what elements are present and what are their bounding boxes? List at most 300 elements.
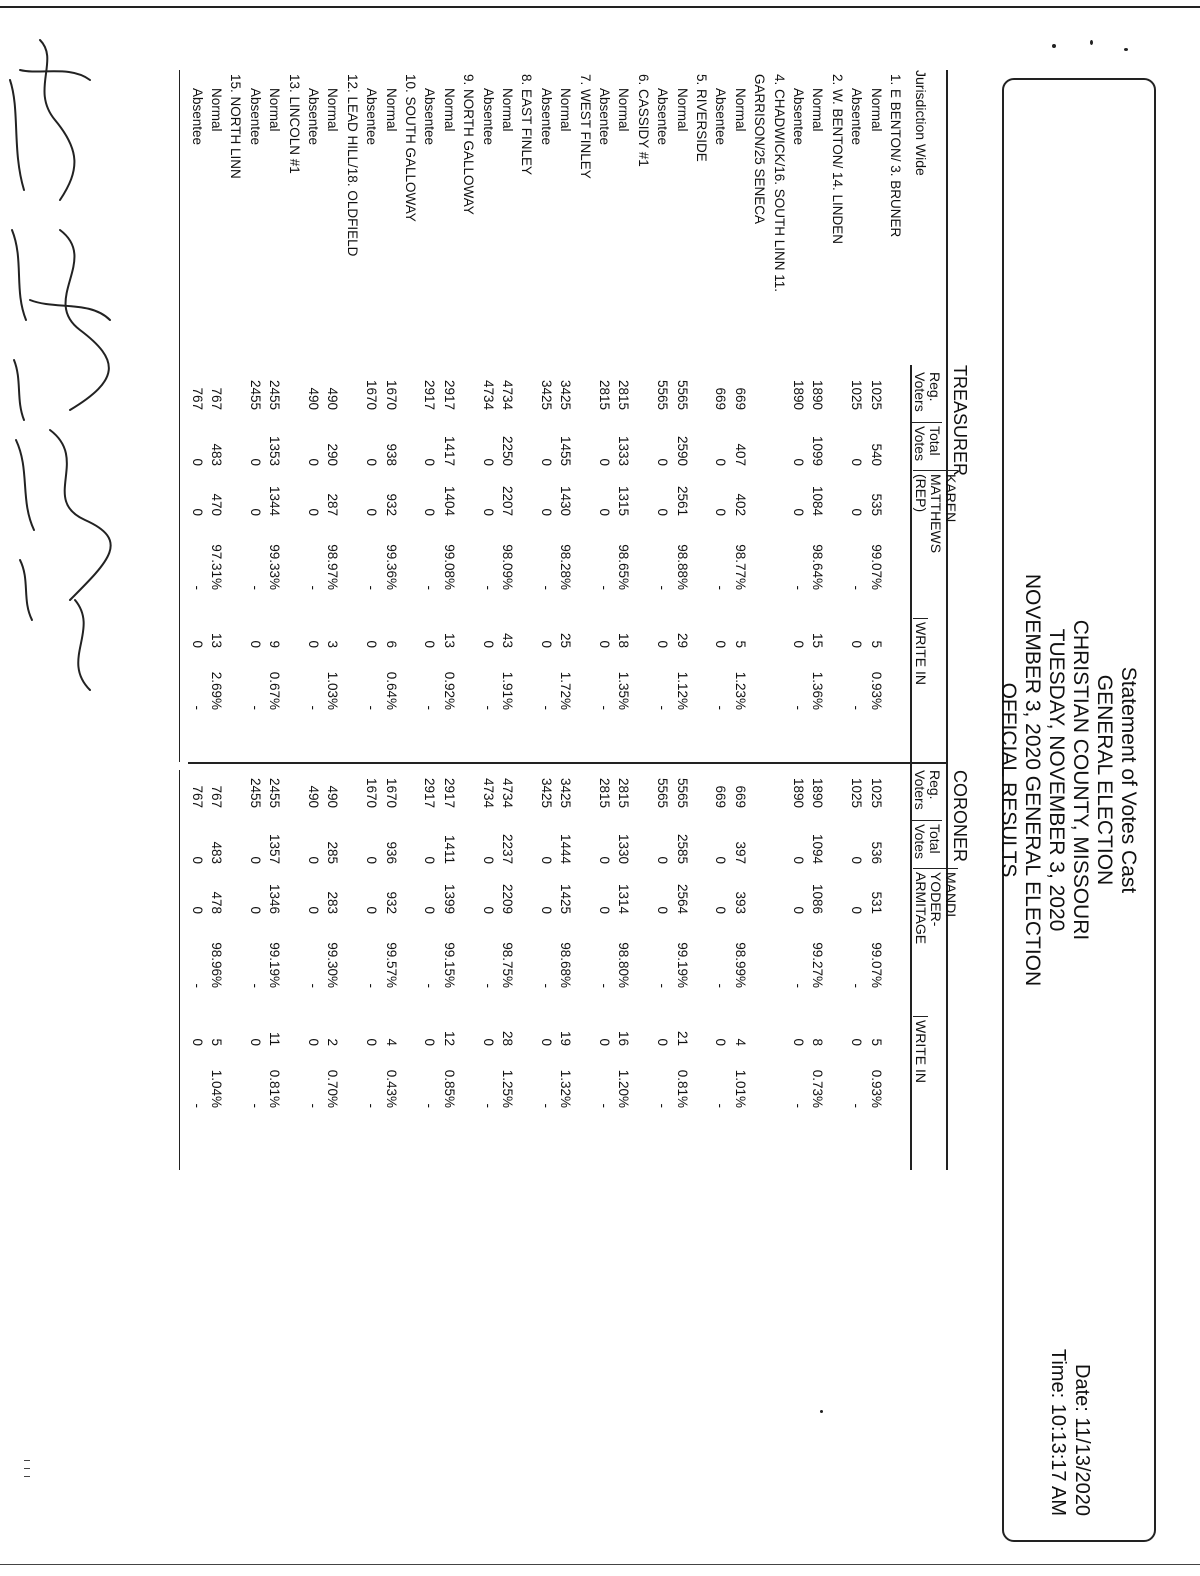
page-top-rule <box>0 6 1200 8</box>
treasurer-reg-voters: 4734 <box>480 379 496 410</box>
header-line: YODER- <box>928 872 944 927</box>
coroner-write-in-pct: 0.85% <box>441 1069 457 1108</box>
treasurer-total-votes: 938 <box>383 443 399 466</box>
treasurer-write-in-pct: 1.23% <box>732 671 748 710</box>
coroner-write-in-votes: 5 <box>868 1038 884 1046</box>
table-row <box>558 70 572 1170</box>
coroner-candidate-pct: - <box>713 983 729 988</box>
treasurer-write-in-votes: 0 <box>480 640 496 648</box>
coroner-write-in-pct: - <box>247 1103 263 1108</box>
treasurer-candidate-votes: 0 <box>538 508 554 516</box>
treasurer-write-in-pct: 1.12% <box>674 671 690 710</box>
coroner-write-in-pct: 0.81% <box>674 1069 690 1108</box>
coroner-write-in-pct: - <box>538 1103 554 1108</box>
treasurer-reg-voters: 3425 <box>558 379 574 410</box>
treasurer-write-in-pct: 0.64% <box>383 671 399 710</box>
treasurer-write-in-pct: 2.69% <box>209 671 224 710</box>
coroner-reg-voters: 490 <box>306 785 321 808</box>
coroner-reg-voters: 1025 <box>868 777 884 808</box>
coroner-candidate-votes: 0 <box>306 906 321 914</box>
vote-type-label: Absentee <box>538 88 554 146</box>
treasurer-candidate-votes: 402 <box>732 493 748 516</box>
treasurer-reg-voters: 4734 <box>500 379 515 410</box>
vote-type-label: Normal <box>810 88 826 132</box>
treasurer-candidate-pct: - <box>713 585 729 590</box>
table-row <box>500 70 514 1170</box>
coroner-reg-voters: 2815 <box>616 777 632 808</box>
vote-type-label: Absentee <box>849 88 865 146</box>
table-row <box>713 70 727 1170</box>
precinct-label: 6. CASSIDY #1 <box>635 74 651 167</box>
precinct-row <box>830 70 844 1170</box>
header-line: Total <box>927 824 943 854</box>
table-row <box>539 70 553 1170</box>
coroner-reg-voters: 5565 <box>674 777 690 808</box>
treasurer-total-votes: 0 <box>480 458 496 466</box>
coroner-reg-voters: 4734 <box>480 777 496 808</box>
coroner-write-in-pct: 0.43% <box>383 1069 399 1108</box>
coroner-write-in-votes: 4 <box>383 1038 399 1046</box>
scan-speck <box>1052 44 1056 48</box>
treasurer-write-in-votes: 9 <box>267 640 283 648</box>
header-line: ARMITAGE <box>913 872 929 945</box>
treasurer-reg-voters: 669 <box>713 387 729 410</box>
treasurer-write-in-votes: 0 <box>247 640 263 648</box>
report-meta <box>1046 1349 1094 1516</box>
coroner-candidate-votes: 478 <box>209 891 224 914</box>
coroner-reg-voters-header <box>912 770 942 810</box>
treasurer-reg-voters: 490 <box>325 387 341 410</box>
treasurer-total-votes: 0 <box>655 458 671 466</box>
coroner-total-votes: 0 <box>849 856 865 864</box>
treasurer-write-in-votes: 0 <box>655 640 671 648</box>
coroner-write-in-pct: 0.81% <box>267 1069 283 1108</box>
treasurer-write-in-votes: 43 <box>500 632 515 648</box>
treasurer-reg-voters: 767 <box>189 387 205 410</box>
treasurer-candidate-votes: 932 <box>383 493 399 516</box>
table-row <box>791 70 805 1170</box>
coroner-candidate-votes: 2209 <box>500 883 515 914</box>
report-title-line: CHRISTIAN COUNTY, MISSOURI <box>1069 619 1092 941</box>
precinct-label: 10. SOUTH GALLOWAY <box>403 74 418 222</box>
vote-type-label: Absentee <box>713 88 729 146</box>
coroner-candidate-votes: 0 <box>713 906 729 914</box>
coroner-write-in-pct: - <box>306 1103 321 1108</box>
coroner-reg-voters: 2455 <box>247 777 263 808</box>
treasurer-write-in-pct: - <box>655 705 671 710</box>
coroner-write-in-pct: 0.93% <box>868 1069 884 1108</box>
coroner-write-in-votes: 0 <box>306 1038 321 1046</box>
precinct-row <box>888 70 902 1170</box>
treasurer-reg-voters: 2815 <box>597 379 612 410</box>
header-line: (REP) <box>913 474 929 513</box>
coroner-write-in-votes: 0 <box>480 1038 496 1046</box>
coroner-candidate-votes: 0 <box>422 906 438 914</box>
vote-type-label: Normal <box>558 88 574 132</box>
coroner-candidate-pct: - <box>422 983 438 988</box>
rotated-report-sheet <box>80 70 1160 1570</box>
margin-marks <box>24 1460 30 1488</box>
precinct-row <box>578 70 592 1170</box>
treasurer-write-in-pct: 0.93% <box>868 671 884 710</box>
coroner-candidate-pct: 99.57% <box>383 942 399 988</box>
table-bottom-rule <box>179 70 181 762</box>
treasurer-candidate-votes: 0 <box>189 508 205 516</box>
treasurer-reg-voters: 1025 <box>868 379 884 410</box>
treasurer-total-votes: 0 <box>422 458 438 466</box>
treasurer-total-votes: 1455 <box>558 435 574 466</box>
treasurer-candidate-votes: 287 <box>325 493 341 516</box>
report-time: Time: 10:13:17 AM <box>1047 1348 1069 1516</box>
treasurer-total-votes: 0 <box>306 458 321 466</box>
coroner-candidate-pct: - <box>655 983 671 988</box>
header-line: Votes <box>912 824 928 860</box>
treasurer-write-in-pct: 0.67% <box>267 671 283 710</box>
coroner-candidate-pct: - <box>597 983 612 988</box>
coroner-write-in-votes: 0 <box>655 1038 671 1046</box>
treasurer-total-votes: 540 <box>868 443 884 466</box>
coroner-total-votes: 285 <box>325 841 341 864</box>
treasurer-candidate-pct: 98.77% <box>732 544 748 590</box>
coroner-write-in-votes: 16 <box>616 1030 632 1046</box>
treasurer-candidate-pct: - <box>597 585 612 590</box>
treasurer-reg-voters: 1670 <box>364 379 380 410</box>
table-row <box>248 70 262 1170</box>
precinct-row <box>636 70 650 1170</box>
vote-type-label: Absentee <box>306 88 321 146</box>
treasurer-reg-voters-header <box>912 372 942 412</box>
treasurer-candidate-votes: 2561 <box>674 485 690 516</box>
treasurer-candidate-votes: 0 <box>597 508 612 516</box>
treasurer-candidate-header <box>913 470 958 553</box>
header-line: MATTHEWS <box>928 474 944 554</box>
handwritten-signature <box>0 0 130 760</box>
treasurer-write-in-pct: 1.72% <box>558 671 574 710</box>
treasurer-write-in-votes: 0 <box>306 640 321 648</box>
coroner-reg-voters: 2455 <box>267 777 283 808</box>
coroner-write-in-votes: 0 <box>849 1038 865 1046</box>
coroner-candidate-votes: 0 <box>189 906 205 914</box>
treasurer-candidate-votes: 0 <box>849 508 865 516</box>
coroner-total-votes: 0 <box>247 856 263 864</box>
treasurer-total-votes-header <box>912 422 942 461</box>
treasurer-candidate-pct: 98.88% <box>674 544 690 590</box>
coroner-write-in-pct: - <box>480 1103 496 1108</box>
coroner-write-in-votes: 0 <box>713 1038 729 1046</box>
header-line: Total <box>927 426 943 456</box>
vote-type-label: Normal <box>732 88 748 132</box>
vote-type-label: Normal <box>325 88 341 132</box>
coroner-candidate-votes: 0 <box>247 906 263 914</box>
coroner-total-votes: 2585 <box>674 833 690 864</box>
treasurer-candidate-pct: 98.64% <box>810 544 826 590</box>
coroner-candidate-pct: 99.27% <box>810 942 826 988</box>
report-title-line: OFFICIAL RESULTS <box>997 682 1020 878</box>
coroner-candidate-votes: 393 <box>732 891 748 914</box>
vote-type-label: Absentee <box>655 88 671 146</box>
table-row <box>675 70 689 1170</box>
coroner-write-in-votes: 8 <box>810 1038 826 1046</box>
vote-type-label: Normal <box>868 88 884 132</box>
treasurer-reg-voters: 5565 <box>655 379 671 410</box>
treasurer-total-votes: 0 <box>364 458 380 466</box>
coroner-write-in-votes: 11 <box>267 1031 283 1046</box>
treasurer-candidate-pct: - <box>422 585 438 590</box>
coroner-candidate-votes: 2564 <box>674 883 690 914</box>
coroner-total-votes: 0 <box>713 856 729 864</box>
coroner-reg-voters: 1670 <box>383 777 399 808</box>
treasurer-candidate-pct: 99.33% <box>267 544 283 590</box>
coroner-reg-voters: 669 <box>713 785 729 808</box>
treasurer-reg-voters: 767 <box>209 387 224 410</box>
vote-type-label: Normal <box>267 88 283 132</box>
header-line: Voters <box>912 770 928 810</box>
table-row <box>209 70 223 1170</box>
coroner-reg-voters: 1890 <box>810 777 826 808</box>
treasurer-write-in-votes: 3 <box>325 640 341 648</box>
precinct-row <box>519 70 533 1170</box>
report-title-line: GENERAL ELECTION <box>1093 674 1116 886</box>
treasurer-reg-voters: 669 <box>732 387 748 410</box>
precinct-label: GARRISON/25 SENECA <box>752 74 768 225</box>
precinct-label: 1. E BENTON/ 3. BRUNER <box>888 74 903 238</box>
coroner-write-in-pct: - <box>597 1103 612 1108</box>
table-row <box>364 70 378 1170</box>
treasurer-candidate-pct: - <box>849 585 865 590</box>
treasurer-write-in-pct: - <box>713 705 729 710</box>
table-row <box>384 70 398 1170</box>
coroner-candidate-pct: 99.30% <box>325 942 341 988</box>
treasurer-reg-voters: 2917 <box>422 379 438 410</box>
treasurer-write-in-pct: - <box>189 705 205 710</box>
coroner-candidate-pct: 99.19% <box>674 942 690 988</box>
table-row <box>810 70 824 1170</box>
coroner-write-in-pct: 1.04% <box>209 1069 224 1108</box>
row-header-label: Jurisdiction Wide <box>913 70 929 176</box>
treasurer-total-votes: 0 <box>597 458 612 466</box>
treasurer-candidate-votes: 535 <box>868 493 884 516</box>
coroner-candidate-votes: 1314 <box>616 883 632 914</box>
coroner-write-in-pct: - <box>655 1103 671 1108</box>
treasurer-write-in-votes: 0 <box>597 640 612 648</box>
precinct-label: 7. WEST FINLEY <box>577 74 593 179</box>
coroner-reg-voters: 1670 <box>364 777 380 808</box>
coroner-candidate-votes: 1399 <box>441 883 457 914</box>
coroner-total-votes: 536 <box>868 841 884 864</box>
coroner-total-votes: 1094 <box>810 833 826 864</box>
treasurer-candidate-votes: 0 <box>655 508 671 516</box>
contest-title-treasurer: TREASURER <box>950 365 970 477</box>
scan-speck <box>1090 40 1093 45</box>
treasurer-write-in-votes: 5 <box>868 640 884 648</box>
treasurer-candidate-pct: 97.31% <box>209 544 224 590</box>
coroner-reg-voters: 2815 <box>597 777 612 808</box>
coroner-total-votes: 0 <box>306 856 321 864</box>
treasurer-write-in-votes: 0 <box>364 640 380 648</box>
treasurer-total-votes: 2250 <box>500 435 515 466</box>
header-line: KAREN <box>943 474 959 523</box>
treasurer-candidate-votes: 1315 <box>616 485 632 516</box>
coroner-total-votes: 1357 <box>267 833 283 864</box>
treasurer-candidate-pct: - <box>306 585 321 590</box>
table-header-rule <box>947 70 949 1170</box>
table-row <box>869 70 883 1170</box>
treasurer-candidate-votes: 0 <box>713 508 729 516</box>
report-date: Date: 11/13/2020 <box>1071 1364 1093 1516</box>
coroner-candidate-pct: - <box>538 983 554 988</box>
treasurer-reg-voters: 2917 <box>441 379 457 410</box>
treasurer-candidate-pct: - <box>247 585 263 590</box>
treasurer-total-votes: 1353 <box>267 435 283 466</box>
header-line: MANDI <box>943 872 959 918</box>
treasurer-write-in-votes: 0 <box>791 640 806 648</box>
contest-title-coroner: CORONER <box>950 770 970 863</box>
coroner-candidate-votes: 0 <box>480 906 496 914</box>
coroner-write-in-votes: 0 <box>364 1038 380 1046</box>
treasurer-write-in-pct: 1.36% <box>810 671 826 710</box>
table-row <box>267 70 281 1170</box>
coroner-candidate-votes: 283 <box>325 891 341 914</box>
coroner-candidate-header <box>913 868 958 944</box>
table-header-rule <box>911 365 913 1170</box>
coroner-write-in-votes: 0 <box>538 1038 554 1046</box>
coroner-write-in-votes: 5 <box>209 1038 224 1046</box>
treasurer-total-votes: 290 <box>325 443 341 466</box>
coroner-total-votes: 1444 <box>558 833 574 864</box>
treasurer-write-in-votes: 25 <box>558 632 574 648</box>
coroner-candidate-pct: - <box>791 983 806 988</box>
treasurer-total-votes: 0 <box>713 458 729 466</box>
precinct-label: 5. RIVERSIDE <box>694 74 709 162</box>
table-row <box>733 70 747 1170</box>
coroner-candidate-votes: 0 <box>791 906 806 914</box>
treasurer-write-in-votes: 18 <box>616 632 632 648</box>
coroner-write-in-votes: 4 <box>732 1038 748 1046</box>
coroner-write-in-votes: 19 <box>558 1030 574 1046</box>
coroner-write-in-pct: 0.73% <box>810 1069 826 1108</box>
coroner-candidate-pct: 98.75% <box>500 942 515 988</box>
coroner-candidate-pct: 99.19% <box>267 942 283 988</box>
coroner-write-in-votes: 21 <box>674 1030 690 1046</box>
treasurer-candidate-votes: 0 <box>306 508 321 516</box>
precinct-label: 12. LEAD HILL/18. OLDFIELD <box>344 74 360 257</box>
coroner-write-in-pct: 1.01% <box>732 1069 748 1108</box>
coroner-write-in-pct: - <box>713 1103 729 1108</box>
table-row <box>849 70 863 1170</box>
treasurer-candidate-pct: 99.07% <box>868 544 884 590</box>
coroner-reg-voters: 5565 <box>655 777 671 808</box>
coroner-reg-voters: 767 <box>189 785 205 808</box>
treasurer-reg-voters: 2455 <box>267 379 283 410</box>
vote-type-label: Absentee <box>597 88 612 146</box>
treasurer-write-in-pct: - <box>422 705 438 710</box>
treasurer-write-in-votes: 13 <box>441 632 457 648</box>
precinct-row <box>772 70 786 1170</box>
report-title-block <box>996 400 1140 1160</box>
coroner-write-in-pct: - <box>791 1103 806 1108</box>
table-row <box>325 70 339 1170</box>
treasurer-reg-voters: 1890 <box>791 379 806 410</box>
vote-type-label: Normal <box>674 88 690 132</box>
coroner-reg-voters: 669 <box>732 785 748 808</box>
treasurer-write-in-pct: - <box>849 705 865 710</box>
coroner-total-votes-header <box>912 820 942 859</box>
coroner-total-votes: 0 <box>655 856 671 864</box>
treasurer-candidate-votes: 0 <box>364 508 380 516</box>
coroner-total-votes: 2237 <box>500 833 515 864</box>
coroner-total-votes: 0 <box>480 856 496 864</box>
treasurer-reg-voters: 1890 <box>810 379 826 410</box>
coroner-candidate-pct: - <box>247 983 263 988</box>
coroner-reg-voters: 2917 <box>441 777 457 808</box>
coroner-write-in-votes: 28 <box>500 1030 515 1046</box>
coroner-candidate-pct: 99.07% <box>868 942 884 988</box>
treasurer-candidate-pct: - <box>791 585 806 590</box>
coroner-total-votes: 0 <box>422 856 438 864</box>
report-title-line: NOVEMBER 3, 2020 GENERAL ELECTION <box>1021 573 1044 987</box>
coroner-total-votes: 397 <box>732 841 748 864</box>
table-row <box>422 70 436 1170</box>
treasurer-candidate-votes: 0 <box>247 508 263 516</box>
coroner-total-votes: 0 <box>189 856 205 864</box>
treasurer-candidate-pct: - <box>189 585 205 590</box>
coroner-candidate-pct: - <box>364 983 380 988</box>
coroner-candidate-pct: 98.99% <box>732 942 748 988</box>
precinct-row <box>287 70 301 1170</box>
treasurer-write-in-pct: 1.35% <box>616 671 632 710</box>
vote-type-label: Absentee <box>189 88 205 146</box>
coroner-reg-voters: 4734 <box>500 777 515 808</box>
treasurer-write-in-votes: 0 <box>538 640 554 648</box>
scan-speck <box>1124 48 1128 51</box>
precinct-label: 15. NORTH LINN <box>228 74 244 179</box>
table-row <box>481 70 495 1170</box>
coroner-candidate-pct: - <box>849 983 865 988</box>
treasurer-total-votes: 2590 <box>674 435 690 466</box>
treasurer-reg-voters: 5565 <box>674 379 690 410</box>
coroner-total-votes: 0 <box>364 856 380 864</box>
coroner-write-in-pct: 1.20% <box>616 1069 632 1108</box>
precinct-row <box>752 70 766 1170</box>
treasurer-total-votes: 0 <box>247 458 263 466</box>
treasurer-write-in-votes: 29 <box>674 632 690 648</box>
treasurer-candidate-pct: 98.09% <box>500 544 515 590</box>
table-row <box>190 70 204 1170</box>
treasurer-candidate-votes: 2207 <box>500 485 515 516</box>
coroner-reg-voters: 1890 <box>791 777 806 808</box>
treasurer-candidate-pct: 99.36% <box>383 544 399 590</box>
coroner-write-in-pct: 1.32% <box>558 1069 574 1108</box>
coroner-total-votes: 1411 <box>441 834 457 864</box>
precinct-label: 4. CHADWICK/16. SOUTH LINN 11. <box>771 74 787 293</box>
table-row <box>306 70 320 1170</box>
treasurer-total-votes: 1099 <box>810 435 826 466</box>
treasurer-candidate-votes: 1344 <box>267 485 283 516</box>
treasurer-write-in-pct: - <box>480 705 496 710</box>
treasurer-write-in-pct: - <box>364 705 380 710</box>
precinct-label: 8. EAST FINLEY <box>519 74 535 176</box>
treasurer-total-votes: 407 <box>732 443 748 466</box>
treasurer-total-votes: 0 <box>791 458 806 466</box>
precinct-row <box>461 70 475 1170</box>
coroner-reg-voters: 3425 <box>558 777 574 808</box>
precinct-label: 2. W. BENTON/ 14. LINDEN <box>829 74 845 245</box>
coroner-candidate-votes: 0 <box>597 906 612 914</box>
vote-type-label: Absentee <box>247 88 263 146</box>
treasurer-write-in-pct: - <box>791 705 806 710</box>
coroner-write-in-pct: - <box>189 1103 205 1108</box>
header-line: Votes <box>912 426 928 462</box>
